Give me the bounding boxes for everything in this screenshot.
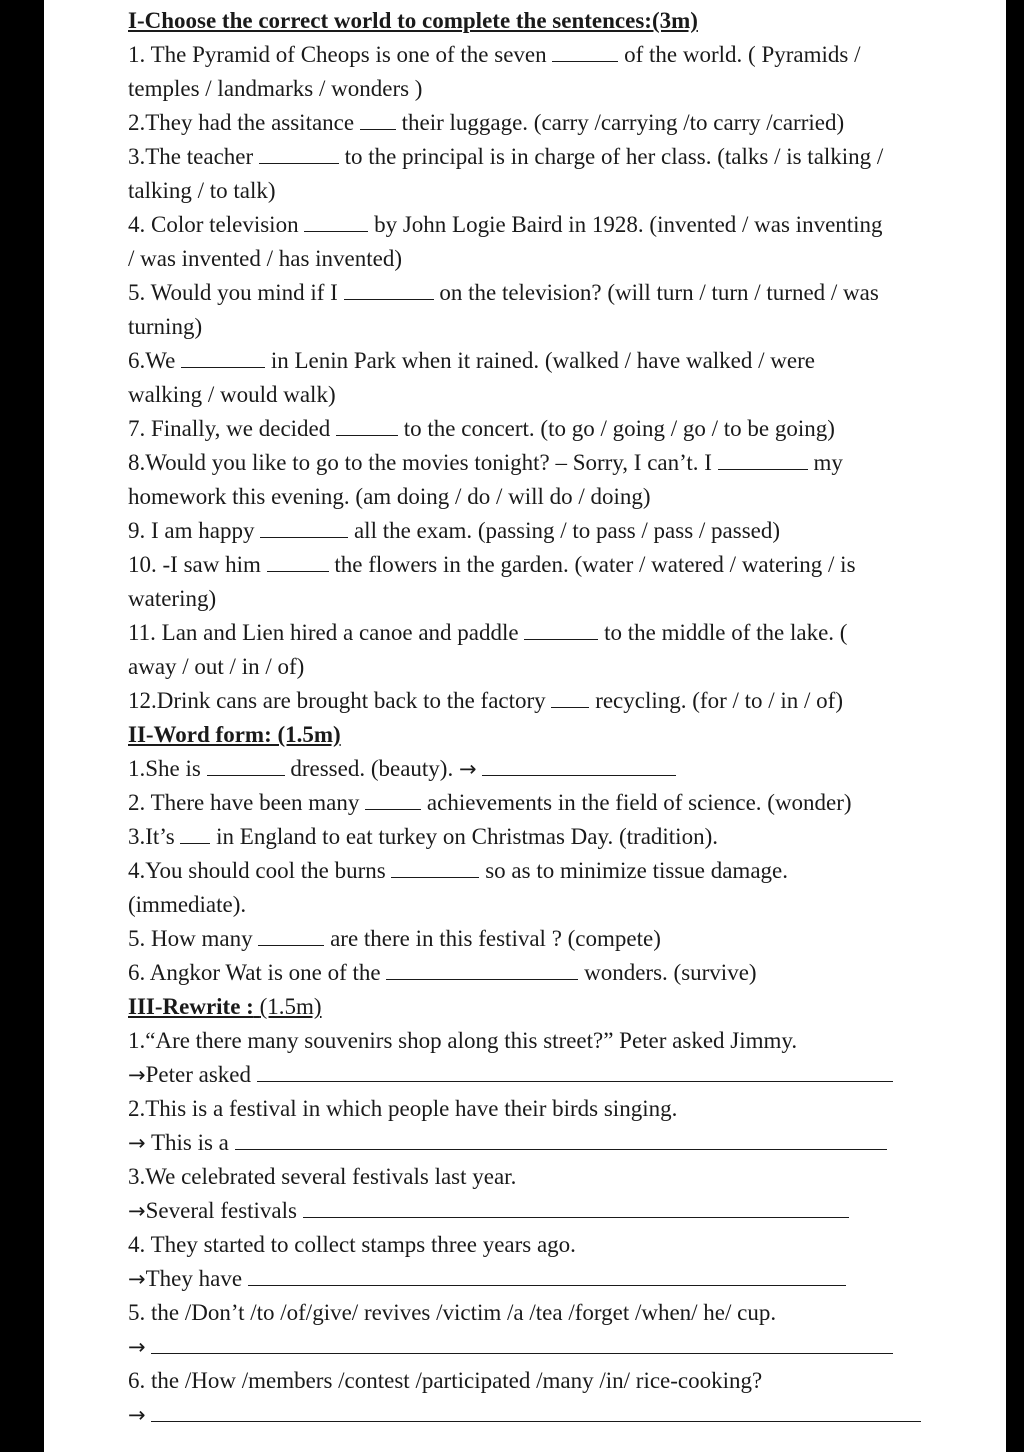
- answer-blank[interactable]: [180, 823, 210, 844]
- photo-right-edge: [1006, 0, 1024, 1452]
- question-9: 9. I am happy all the exam. (passing / to pass / pass / passed): [128, 518, 781, 543]
- photo-left-edge: [0, 0, 44, 1452]
- answer-blank[interactable]: [386, 959, 578, 980]
- arrow-icon: →: [458, 757, 477, 781]
- question-4-options: / was invented / has invented): [128, 246, 403, 271]
- rewrite-2: 2.This is a festival in which people have their birds singing.: [128, 1096, 678, 1121]
- question-6: 6.We in Lenin Park when it rained. (walked / have walked / were: [128, 348, 815, 373]
- word-form-2: 2. There have been many achievements in the field of science. (wonder): [128, 790, 852, 815]
- rewrite-5-answer: [128, 1330, 1008, 1364]
- rewrite-1: 1.“Are there many souvenirs shop along this street?” Peter asked Jimmy.: [128, 1028, 798, 1053]
- word-form-6: 6. Angkor Wat is one of the wonders. (survive): [128, 960, 757, 985]
- arrow-icon: →: [128, 1063, 146, 1087]
- section-3-title: III-Rewrite : (1.5m): [128, 994, 322, 1019]
- answer-line[interactable]: [151, 1333, 893, 1354]
- rewrite-5: 5. the /Don’t /to /of/give/ revives /victim /a /tea /forget /when/ he/ cup.: [128, 1300, 777, 1325]
- answer-line[interactable]: [248, 1265, 846, 1286]
- section-2-title: II-Word form: (1.5m): [128, 722, 341, 747]
- rewrite-3-answer: →Several festivals: [128, 1194, 1008, 1228]
- rewrite-1-answer: →Peter asked: [128, 1058, 1008, 1092]
- question-6-options: walking / would walk): [128, 382, 336, 407]
- question-8: 8.Would you like to go to the movies tonight? – Sorry, I can’t. I my: [128, 450, 843, 475]
- answer-blank[interactable]: [336, 415, 398, 436]
- question-11: 11. Lan and Lien hired a canoe and paddle to the middle of the lake. (: [128, 620, 848, 645]
- answer-blank[interactable]: [267, 551, 329, 572]
- section-3-marks: (1.5m): [259, 994, 322, 1019]
- question-5: 5. Would you mind if I on the television? (will turn / turn / turned / was: [128, 280, 879, 305]
- rewrite-6-answer: [128, 1398, 1008, 1432]
- question-8-options: homework this evening. (am doing / do / will do / doing): [128, 484, 651, 509]
- rewrite-4-answer: →They have: [128, 1262, 1008, 1296]
- question-3-options: talking / to talk): [128, 178, 276, 203]
- answer-blank[interactable]: [551, 687, 589, 708]
- answer-blank[interactable]: [552, 41, 618, 62]
- question-1-options: temples / landmarks / wonders ): [128, 76, 423, 101]
- arrow-icon: →: [128, 1335, 146, 1359]
- answer-blank[interactable]: [181, 347, 265, 368]
- answer-line[interactable]: [257, 1061, 893, 1082]
- arrow-icon: →: [128, 1131, 146, 1155]
- question-4: 4. Color television by John Logie Baird in 1928. (invented / was inventing: [128, 212, 883, 237]
- answer-line[interactable]: [151, 1401, 921, 1422]
- word-form-1: 1.She is dressed. (beauty). →: [128, 752, 1008, 786]
- question-1: 1. The Pyramid of Cheops is one of the seven of the world. ( Pyramids /: [128, 42, 861, 67]
- answer-blank[interactable]: [260, 517, 348, 538]
- answer-blank[interactable]: [360, 109, 396, 130]
- section-1-title: I-Choose the correct world to complete the sentences:(3m): [128, 8, 698, 33]
- word-form-5: 5. How many are there in this festival ? (compete): [128, 926, 661, 951]
- rewrite-6: 6. the /How /members /contest /participated /many /in/ rice-cooking?: [128, 1368, 763, 1393]
- question-3: 3.The teacher to the principal is in charge of her class. (talks / is talking /: [128, 144, 884, 169]
- question-2: 2.They had the assitance their luggage. (carry /carrying /to carry /carried): [128, 110, 845, 135]
- arrow-icon: →: [128, 1267, 146, 1291]
- word-form-4: 4.You should cool the burns so as to minimize tissue damage.: [128, 858, 788, 883]
- answer-blank[interactable]: [259, 143, 339, 164]
- section-3-list: [128, 1024, 1008, 1432]
- rewrite-4: 4. They started to collect stamps three years ago.: [128, 1232, 576, 1257]
- section-2-list: [128, 752, 1008, 990]
- question-10-options: watering): [128, 586, 217, 611]
- question-11-options: away / out / in / of): [128, 654, 305, 679]
- answer-blank[interactable]: [524, 619, 598, 640]
- answer-blank[interactable]: [304, 211, 368, 232]
- answer-blank[interactable]: [207, 755, 285, 776]
- question-7: 7. Finally, we decided to the concert. (to go / going / go / to be going): [128, 416, 835, 441]
- arrow-icon: →: [128, 1199, 146, 1223]
- rewrite-3: 3.We celebrated several festivals last year.: [128, 1164, 517, 1189]
- word-form-4-hint: (immediate).: [128, 892, 247, 917]
- answer-blank[interactable]: [258, 925, 324, 946]
- worksheet: [128, 4, 1008, 1432]
- arrow-icon: →: [128, 1403, 146, 1427]
- answer-blank[interactable]: [344, 279, 434, 300]
- question-5-options: turning): [128, 314, 203, 339]
- rewrite-2-answer: → This is a: [128, 1126, 1008, 1160]
- answer-blank[interactable]: [718, 449, 808, 470]
- question-10: 10. -I saw him the flowers in the garden. (water / watered / watering / is: [128, 552, 856, 577]
- answer-line[interactable]: [303, 1197, 849, 1218]
- answer-blank[interactable]: [365, 789, 421, 810]
- answer-blank[interactable]: [391, 857, 479, 878]
- answer-line[interactable]: [235, 1129, 887, 1150]
- word-form-3: 3.It’s in England to eat turkey on Christmas Day. (tradition).: [128, 824, 718, 849]
- question-12: 12.Drink cans are brought back to the factory recycling. (for / to / in / of): [128, 688, 843, 713]
- section-1-list: [128, 38, 1008, 718]
- answer-blank[interactable]: [482, 755, 676, 776]
